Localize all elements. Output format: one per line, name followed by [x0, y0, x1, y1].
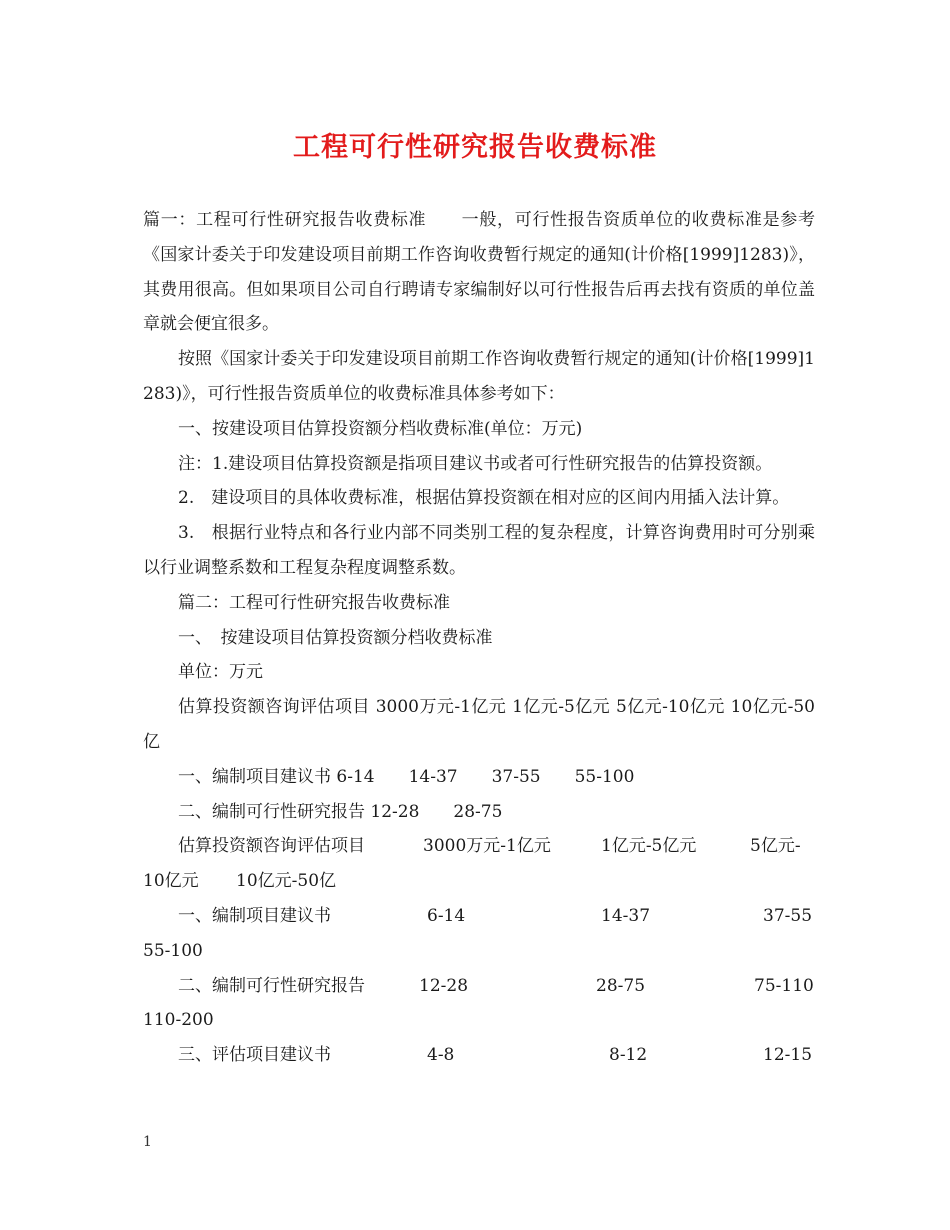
- table-cell-col3: 37-55: [763, 905, 813, 926]
- table-cell-col1: 12-28: [419, 975, 469, 996]
- part-two-heading: 篇二：工程可行性研究报告收费标准: [178, 592, 450, 613]
- table-cell-col4: 55-100: [143, 940, 203, 961]
- table-row-wrap: [143, 934, 815, 969]
- table-cell-col4: 110-200: [143, 1010, 214, 1031]
- page-number: 1: [143, 1134, 152, 1150]
- table-cell-col2: 28-75: [596, 975, 646, 996]
- table-header-col3: 5亿元-: [750, 836, 801, 857]
- table-cell-col3: 75-110: [754, 975, 814, 996]
- table-header-col2: 1亿元-5亿元: [601, 836, 697, 857]
- fee-line-feasibility: 二、编制可行性研究报告 12-28 28-75: [178, 801, 503, 822]
- table-row: [143, 899, 815, 934]
- table-header-row: [143, 829, 815, 864]
- table-header-col1: 3000万元-1亿元: [423, 836, 551, 857]
- note-3: 3. 根据行业特点和各行业内部不同类别工程的复杂程度，计算咨询费用时可分别乘以行业调整系数和工程复杂程度调整系数。: [143, 523, 815, 578]
- table-row-wrap: [143, 1003, 815, 1038]
- document-title: 工程可行性研究报告收费标准: [293, 132, 657, 163]
- table-header-row-wrap: [143, 864, 815, 899]
- section-heading-fee-standard: 一、按建设项目估算投资额分档收费标准(单位：万元): [178, 418, 583, 439]
- table-cell-col2: 14-37: [601, 905, 651, 926]
- table-cell-col2: 8-12: [609, 1045, 648, 1066]
- table-cell-col3: 12-15: [763, 1045, 813, 1066]
- paragraph-reference: 按照《国家计委关于印发建设项目前期工作咨询收费暂行规定的通知(计价格[1999]1283)》，可行性报告资质单位的收费标准具体参考如下：: [143, 349, 815, 404]
- table-row: [143, 969, 815, 1004]
- paragraph-intro: 篇一：工程可行性研究报告收费标准 一般，可行性报告资质单位的收费标准是参考《国家计委关于印发建设项目前期工作咨询收费暂行规定的通知(计价格[1999]1283)》，其费用很高。但如果项目公司自行聘请专家编制好以可行性报告后再去找有资质的单位盖章就会便宜很多。: [143, 210, 815, 335]
- table-cell-col1: 4-8: [427, 1045, 455, 1066]
- document-body: [143, 203, 815, 1073]
- part-two-section-heading: 一、 按建设项目估算投资额分档收费标准: [178, 627, 493, 648]
- table-header-col4: 10亿元-50亿: [236, 871, 337, 892]
- table-cell-item: 一、编制项目建议书: [178, 905, 331, 926]
- table-cell-item: 二、编制可行性研究报告: [178, 975, 365, 996]
- note-2: 2. 建设项目的具体收费标准，根据估算投资额在相对应的区间内用插入法计算。: [178, 488, 790, 509]
- table-row: [143, 1038, 815, 1073]
- note-1: 注：1.建设项目估算投资额是指项目建议书或者可行性研究报告的估算投资额。: [178, 453, 773, 474]
- table-header-col3-tail: 10亿元: [143, 871, 199, 892]
- table-cell-item: 三、评估项目建议书: [178, 1045, 331, 1066]
- table-cell-col1: 6-14: [427, 905, 466, 926]
- table-header-item: 估算投资额咨询评估项目: [178, 836, 365, 857]
- fee-header-line: 估算投资额咨询评估项目 3000万元-1亿元 1亿元-5亿元 5亿元-10亿元 10亿元-50亿: [143, 697, 815, 752]
- unit-label: 单位：万元: [178, 662, 263, 683]
- fee-line-proposal: 一、编制项目建议书 6-14 14-37 37-55 55-100: [178, 766, 635, 787]
